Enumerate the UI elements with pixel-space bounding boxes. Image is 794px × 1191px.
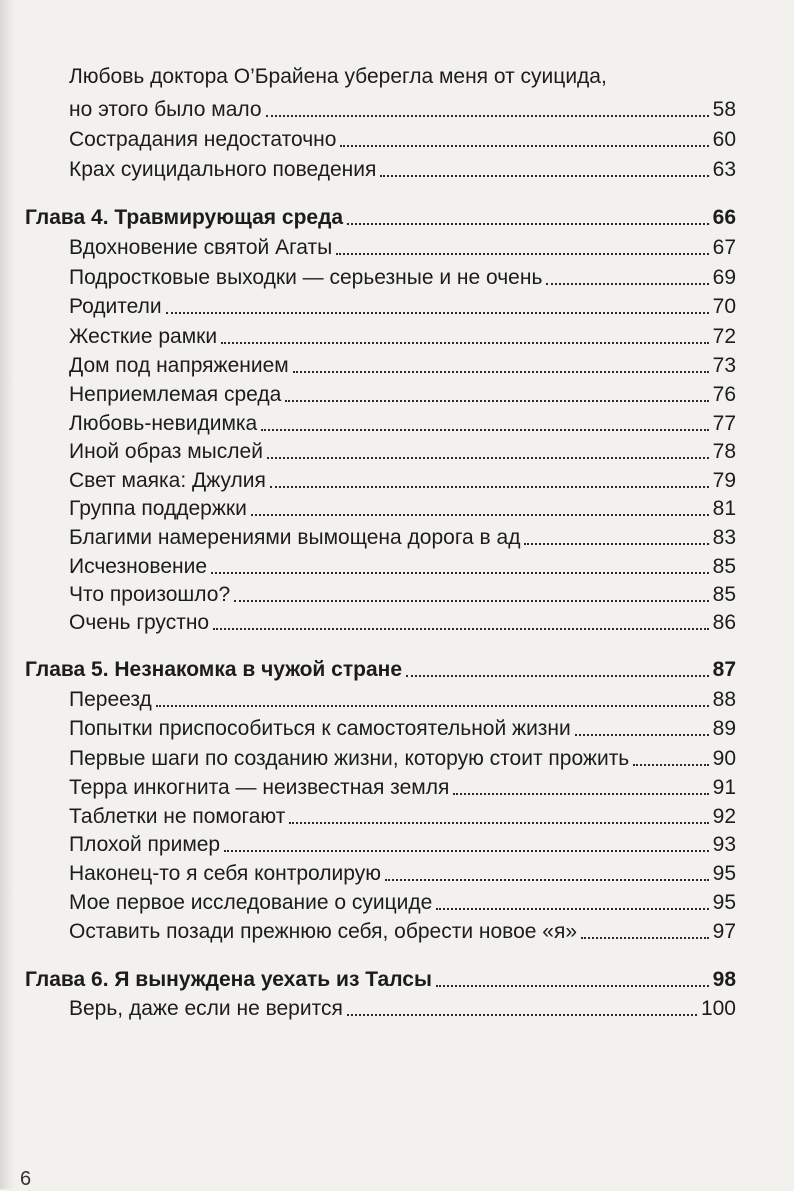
page-number: 6 [20,1168,32,1190]
toc-entry [69,825,736,857]
toc-entry-page: 85 [712,555,736,578]
toc-entry [69,228,736,260]
toc-entry-page: 81 [712,497,736,520]
dot-leader [267,457,709,459]
toc-entry-title: Сострадания недостаточно [69,128,337,151]
toc-entry-page: 73 [712,354,736,377]
dot-leader [340,145,708,147]
toc-entry-page: 100 [700,997,736,1020]
toc-entry-page: 89 [712,717,736,740]
toc-entry-page: 77 [712,412,736,435]
dot-leader [251,514,709,516]
dot-leader [453,793,708,795]
dot-leader [293,371,709,373]
toc-entry-title: Исчезновение [69,555,208,578]
toc-entry-title: Мое первое исследование о суициде [69,891,433,914]
chapter-heading [25,650,736,682]
toc-entry-title: Иной образ мыслей [69,440,263,463]
chapter-page: 98 [712,968,736,991]
dot-leader [406,675,709,677]
toc-entry-title: Подростковые выходки — серьезные и не очень [69,266,543,289]
toc-entry-page: 69 [712,266,736,289]
chapter-title: Глава 6. Я вынуждена уехать из Талсы [25,968,432,991]
chapter-title: Глава 5. Незнакомка в чужой стране [25,658,403,681]
dot-leader [224,850,709,852]
dot-leader [211,572,709,574]
toc-entry-page: 79 [712,469,736,492]
chapter-page: 87 [712,658,736,681]
dot-leader [285,400,708,402]
toc-entry-title: Дом под напряжением [69,354,289,377]
toc-entry-title: Жесткие рамки [69,325,218,348]
toc-entry-page: 91 [712,776,736,799]
dot-leader [221,342,709,344]
toc-entry-page: 67 [712,236,736,259]
toc-entry [69,739,736,771]
dot-leader [633,764,708,766]
toc-entry-title: Переезд [69,688,152,711]
dot-leader [581,937,709,939]
toc-entry-title: Любовь доктора О’Брайена уберегла меня от суицида, [69,65,607,88]
dot-leader [380,175,708,177]
dot-leader [436,985,709,987]
toc-entry-title: Неприемлемая среда [69,383,282,406]
toc-entry [69,883,736,915]
toc-entry-title: Свет маяка: Джулия [69,469,266,492]
toc-entry-page: 93 [712,833,736,856]
toc-entry [69,287,736,319]
toc-entry-page: 97 [712,920,736,943]
dot-leader [261,429,708,431]
toc-entry-page: 86 [712,611,736,634]
toc-entry [69,768,736,800]
toc-entry-page: 72 [712,325,736,348]
toc-entry-page: 85 [712,583,736,606]
toc-entry-title: Попытки приспособиться к самостоятельной жизни [69,717,571,740]
toc-entry-title: Группа поддержки [69,497,247,520]
dot-leader [546,283,708,285]
toc-entry-title: Благими намерениями вымощена дорога в ад [69,526,521,549]
toc-entry-page: 88 [712,688,736,711]
toc-entry-title: Терра инкогнита — неизвестная земля [69,776,450,799]
toc-entry [69,989,736,1021]
toc-entry-page: 76 [712,383,736,406]
toc-entry [69,603,736,635]
toc-entry-title: Оставить позади прежнюю себя, обрести новое «я» [69,920,578,943]
toc-entry-page: 78 [712,440,736,463]
toc-entry-title: Крах суицидального поведения [69,158,377,181]
dot-leader [336,253,708,255]
toc-entry [69,346,736,378]
toc-entry-title: Плохой пример [69,833,221,856]
toc-entry-page: 90 [712,747,736,770]
toc-entry-page: 70 [712,295,736,318]
dot-leader [266,115,709,117]
toc-entry [69,258,736,290]
dot-leader [166,312,709,314]
dot-leader [347,1014,697,1016]
dot-leader [234,600,709,602]
toc-entry-page: 58 [712,98,736,121]
chapter-title: Глава 4. Травмирующая среда [25,206,344,229]
toc-entry-title: Очень грустно [69,611,210,634]
dot-leader [436,908,708,910]
toc-entry-page: 60 [712,128,736,151]
toc-entry-title: Таблетки не помогают [69,805,286,828]
dot-leader [347,223,709,225]
dot-leader [524,543,708,545]
dot-leader [213,628,709,630]
toc-entry-title: но этого было мало [69,98,262,121]
dot-leader [575,734,709,736]
dot-leader [270,486,709,488]
toc-entry [69,150,736,182]
toc-entry-title: Любовь-невидимка [69,412,258,435]
toc-entry-title: Первые шаги по созданию жизни, которую стоит прожить [69,747,630,770]
toc-entry [69,489,736,521]
toc-entry-page: 63 [712,158,736,181]
toc-entry-title: Родители [69,295,162,318]
toc-entry-page: 83 [712,526,736,549]
dot-leader [385,879,709,881]
toc-entry [69,709,736,741]
toc-entry-title: Наконец-то я себя контролирую [69,862,381,885]
toc-entry-page: 95 [712,891,736,914]
toc-entry [69,518,736,550]
dot-leader [156,705,709,707]
toc-entry-title: Вдохновение святой Агаты [69,236,333,259]
toc-entry [69,120,736,152]
toc-entry-page: 95 [712,862,736,885]
dot-leader [289,822,708,824]
chapter-heading [25,198,736,230]
toc-intro-line [69,57,736,89]
toc-entry-page: 92 [712,805,736,828]
page-gutter-shadow [0,0,14,1189]
toc-entry [69,375,736,407]
toc-entry [69,854,736,886]
toc-entry [69,680,736,712]
toc-entry-title: Что произошло? [69,583,231,606]
chapter-heading [25,960,736,992]
toc-entry [69,432,736,464]
toc-entry-title: Верь, даже если не верится [69,997,343,1020]
toc-entry [69,912,736,944]
chapter-page: 66 [712,206,736,229]
toc-entry [69,90,736,122]
toc-entry [69,317,736,349]
